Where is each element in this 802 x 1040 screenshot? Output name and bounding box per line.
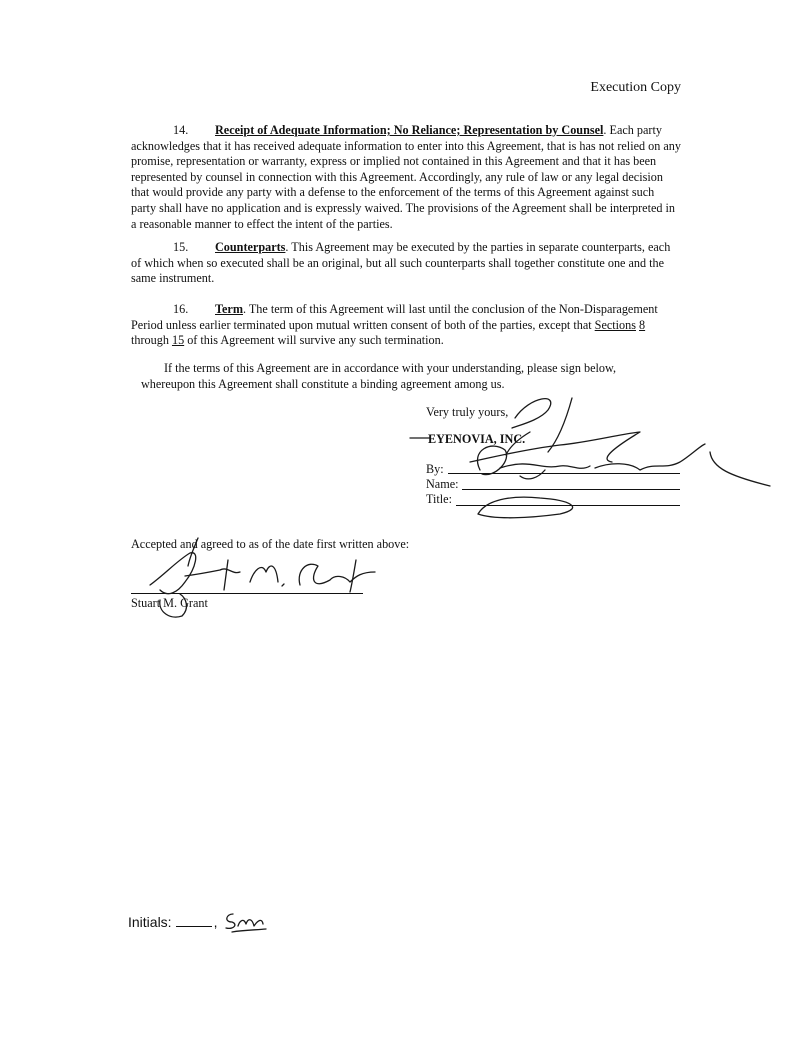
ref-last: 15 (171, 333, 185, 348)
grant-signature-stroke (224, 560, 228, 590)
name-label: Name: (426, 477, 459, 491)
acceptance-text: Accepted and agreed to as of the date first written above: (131, 537, 410, 551)
company-signature-stroke (512, 399, 551, 428)
grant-signature-stroke (185, 569, 240, 576)
company-signature-stroke (470, 432, 640, 462)
company-signature-stroke (477, 446, 506, 474)
closing-line-2: whereupon this Agreement shall constitute a binding agreement among us. (141, 376, 505, 391)
grant-signature-stroke (282, 584, 284, 586)
section-number: 16. (173, 302, 189, 316)
execution-copy-label: Execution Copy (590, 80, 681, 95)
grant-signature-stroke (160, 594, 187, 617)
grant-signature-stroke (250, 566, 278, 582)
ref-through: through (131, 333, 169, 348)
section-heading: Counterparts (215, 240, 286, 254)
section-body-after: of this Agreement will survive any such termination. (187, 333, 444, 348)
grant-signature-stroke (188, 538, 198, 566)
ref-sections: Sections (594, 317, 636, 332)
company-signature-stroke (710, 452, 770, 486)
initials-separator: , (213, 914, 218, 930)
initials-label: Initials: (128, 914, 172, 930)
section-body-before: . The term of this Agreement will last until the conclusion of the Non-Disparagement Period unless earlier terminated upon mutual written consent of both of the parties, except that (131, 302, 658, 332)
signer-name: Stuart M. Grant (131, 596, 208, 610)
salutation: Very truly yours, (426, 405, 509, 419)
section-number: 15. (173, 240, 189, 254)
section-heading: Receipt of Adequate Information; No Reliance; Representation by Counsel (215, 123, 604, 137)
section-body: . This Agreement may be executed by the parties in separate counterparts, each of which when so executed shall be an original, but all such counterparts shall together constitute one and the same instrument. (131, 240, 671, 286)
initials-signature-stroke (238, 920, 263, 926)
grant-signature-stroke (150, 553, 196, 594)
grant-signature-stroke (350, 560, 356, 592)
company-name: EYENOVIA, INC. (428, 432, 526, 446)
section-number: 14. (173, 123, 189, 137)
by-label: By: (426, 462, 444, 476)
title-label: Title: (426, 492, 452, 506)
section-body: . Each party acknowledges that it has received adequate information to enter into this Agreement, that is has not relied on any promise, representation or warranty, express or implied not contained in this Agreement and that it has been represented by counsel in connection with this Agreement. Accordingly, any rule of law or any legal decision that would provide any party with a defense to the enforcement of the terms of this Agreement against such party shall have no application and is expressly waived. The provisions of the Agreement shall be interpreted in a reasonable manner to effect the intent of the parties. (131, 123, 681, 231)
company-signature-stroke (595, 444, 705, 470)
ref-first: 8 (639, 317, 646, 332)
grant-signature-stroke (299, 564, 375, 585)
initials-signature-stroke (226, 914, 235, 928)
company-signature-stroke (520, 470, 545, 479)
closing-line-1: If the terms of this Agreement are in accordance with your understanding, please sign below, (164, 361, 617, 375)
initials-signature-stroke (232, 929, 266, 932)
company-signature-stroke (478, 497, 573, 518)
section-heading: Term (215, 302, 243, 316)
company-signature-stroke (500, 464, 590, 468)
